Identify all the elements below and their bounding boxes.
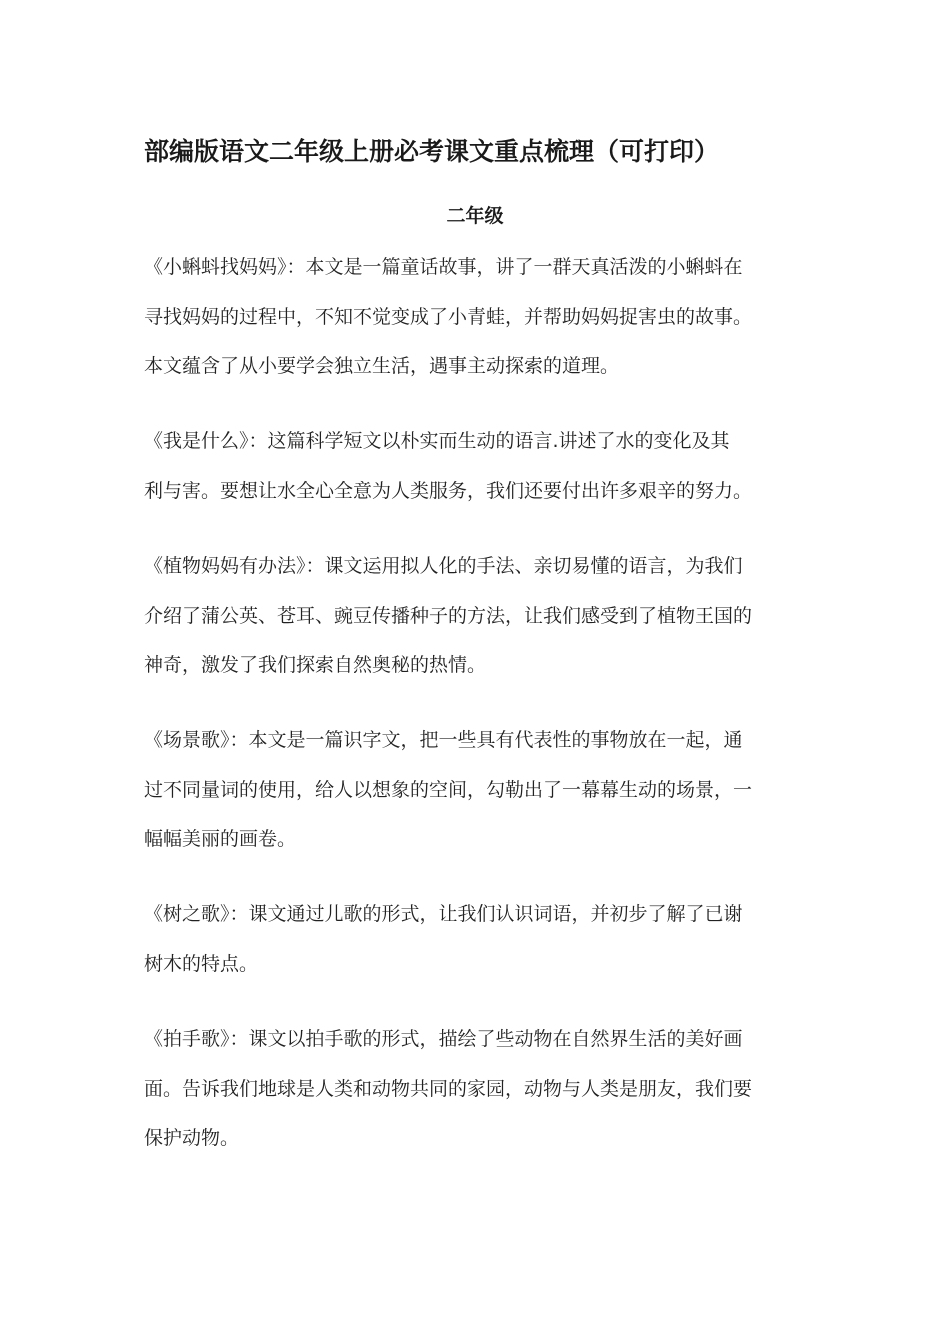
paragraph-line: 利与害。要想让水全心全意为人类服务，我们还要付出许多艰辛的努力。	[144, 479, 753, 502]
paragraph-line: 保护动物。	[144, 1127, 240, 1149]
paragraph-zhiwu-mama	[144, 542, 806, 691]
paragraph-line: 《小蝌蚪找妈妈》：本文是一篇童话故事，讲了一群天真活泼的小蝌蚪在	[144, 256, 743, 278]
document-title: 部编版语文二年级上册必考课文重点梳理（可打印）	[144, 137, 720, 166]
paragraph-line: 《拍手歌》：课文以拍手歌的形式，描绘了些动物在自然界生活的美好画	[144, 1028, 743, 1050]
paragraph-xiao-kedou	[144, 243, 806, 392]
paragraph-line: 神奇，激发了我们探索自然奥秘的热情。	[144, 654, 487, 676]
paragraph-line: 本文蕴含了从小要学会独立生活，遇事主动探索的道理。	[144, 355, 620, 377]
paragraph-paishou-ge	[144, 1015, 806, 1164]
paragraph-line: 《树之歌》：课文通过儿歌的形式，让我们认识词语，并初步了解了已谢	[144, 903, 743, 925]
paragraph-line: 寻找妈妈的过程中，不知不觉变成了小青蛙，并帮助妈妈捉害虫的故事。	[144, 305, 753, 328]
paragraph-line: 面。告诉我们地球是人类和动物共同的家园，动物与人类是朋友，我们要	[144, 1077, 753, 1100]
paragraph-wo-shi-shenme	[144, 417, 806, 516]
paragraph-line: 树木的特点。	[144, 952, 259, 975]
paragraph-line: 《场景歌》：本文是一篇识字文，把一些具有代表性的事物放在一起，通	[144, 729, 743, 751]
paragraph-line: 介绍了蒲公英、苍耳、豌豆传播种子的方法，让我们感受到了植物王国的	[144, 604, 753, 627]
paragraph-line: 过不同量词的使用，给人以想象的空间，勾勒出了一幕幕生动的场景，一	[144, 778, 753, 801]
paragraph-changjing-ge	[144, 716, 806, 865]
paragraph-line: 幅幅美丽的画卷。	[144, 828, 297, 850]
section-heading: 二年级	[446, 205, 504, 227]
paragraph-line: 《植物妈妈有办法》：课文运用拟人化的手法、亲切易懂的语言，为我们	[144, 555, 743, 577]
paragraph-line: 《我是什么》：这篇科学短文以朴实而生动的语言.讲述了水的变化及其	[144, 430, 730, 452]
paragraph-shu-zhi-ge	[144, 890, 806, 989]
